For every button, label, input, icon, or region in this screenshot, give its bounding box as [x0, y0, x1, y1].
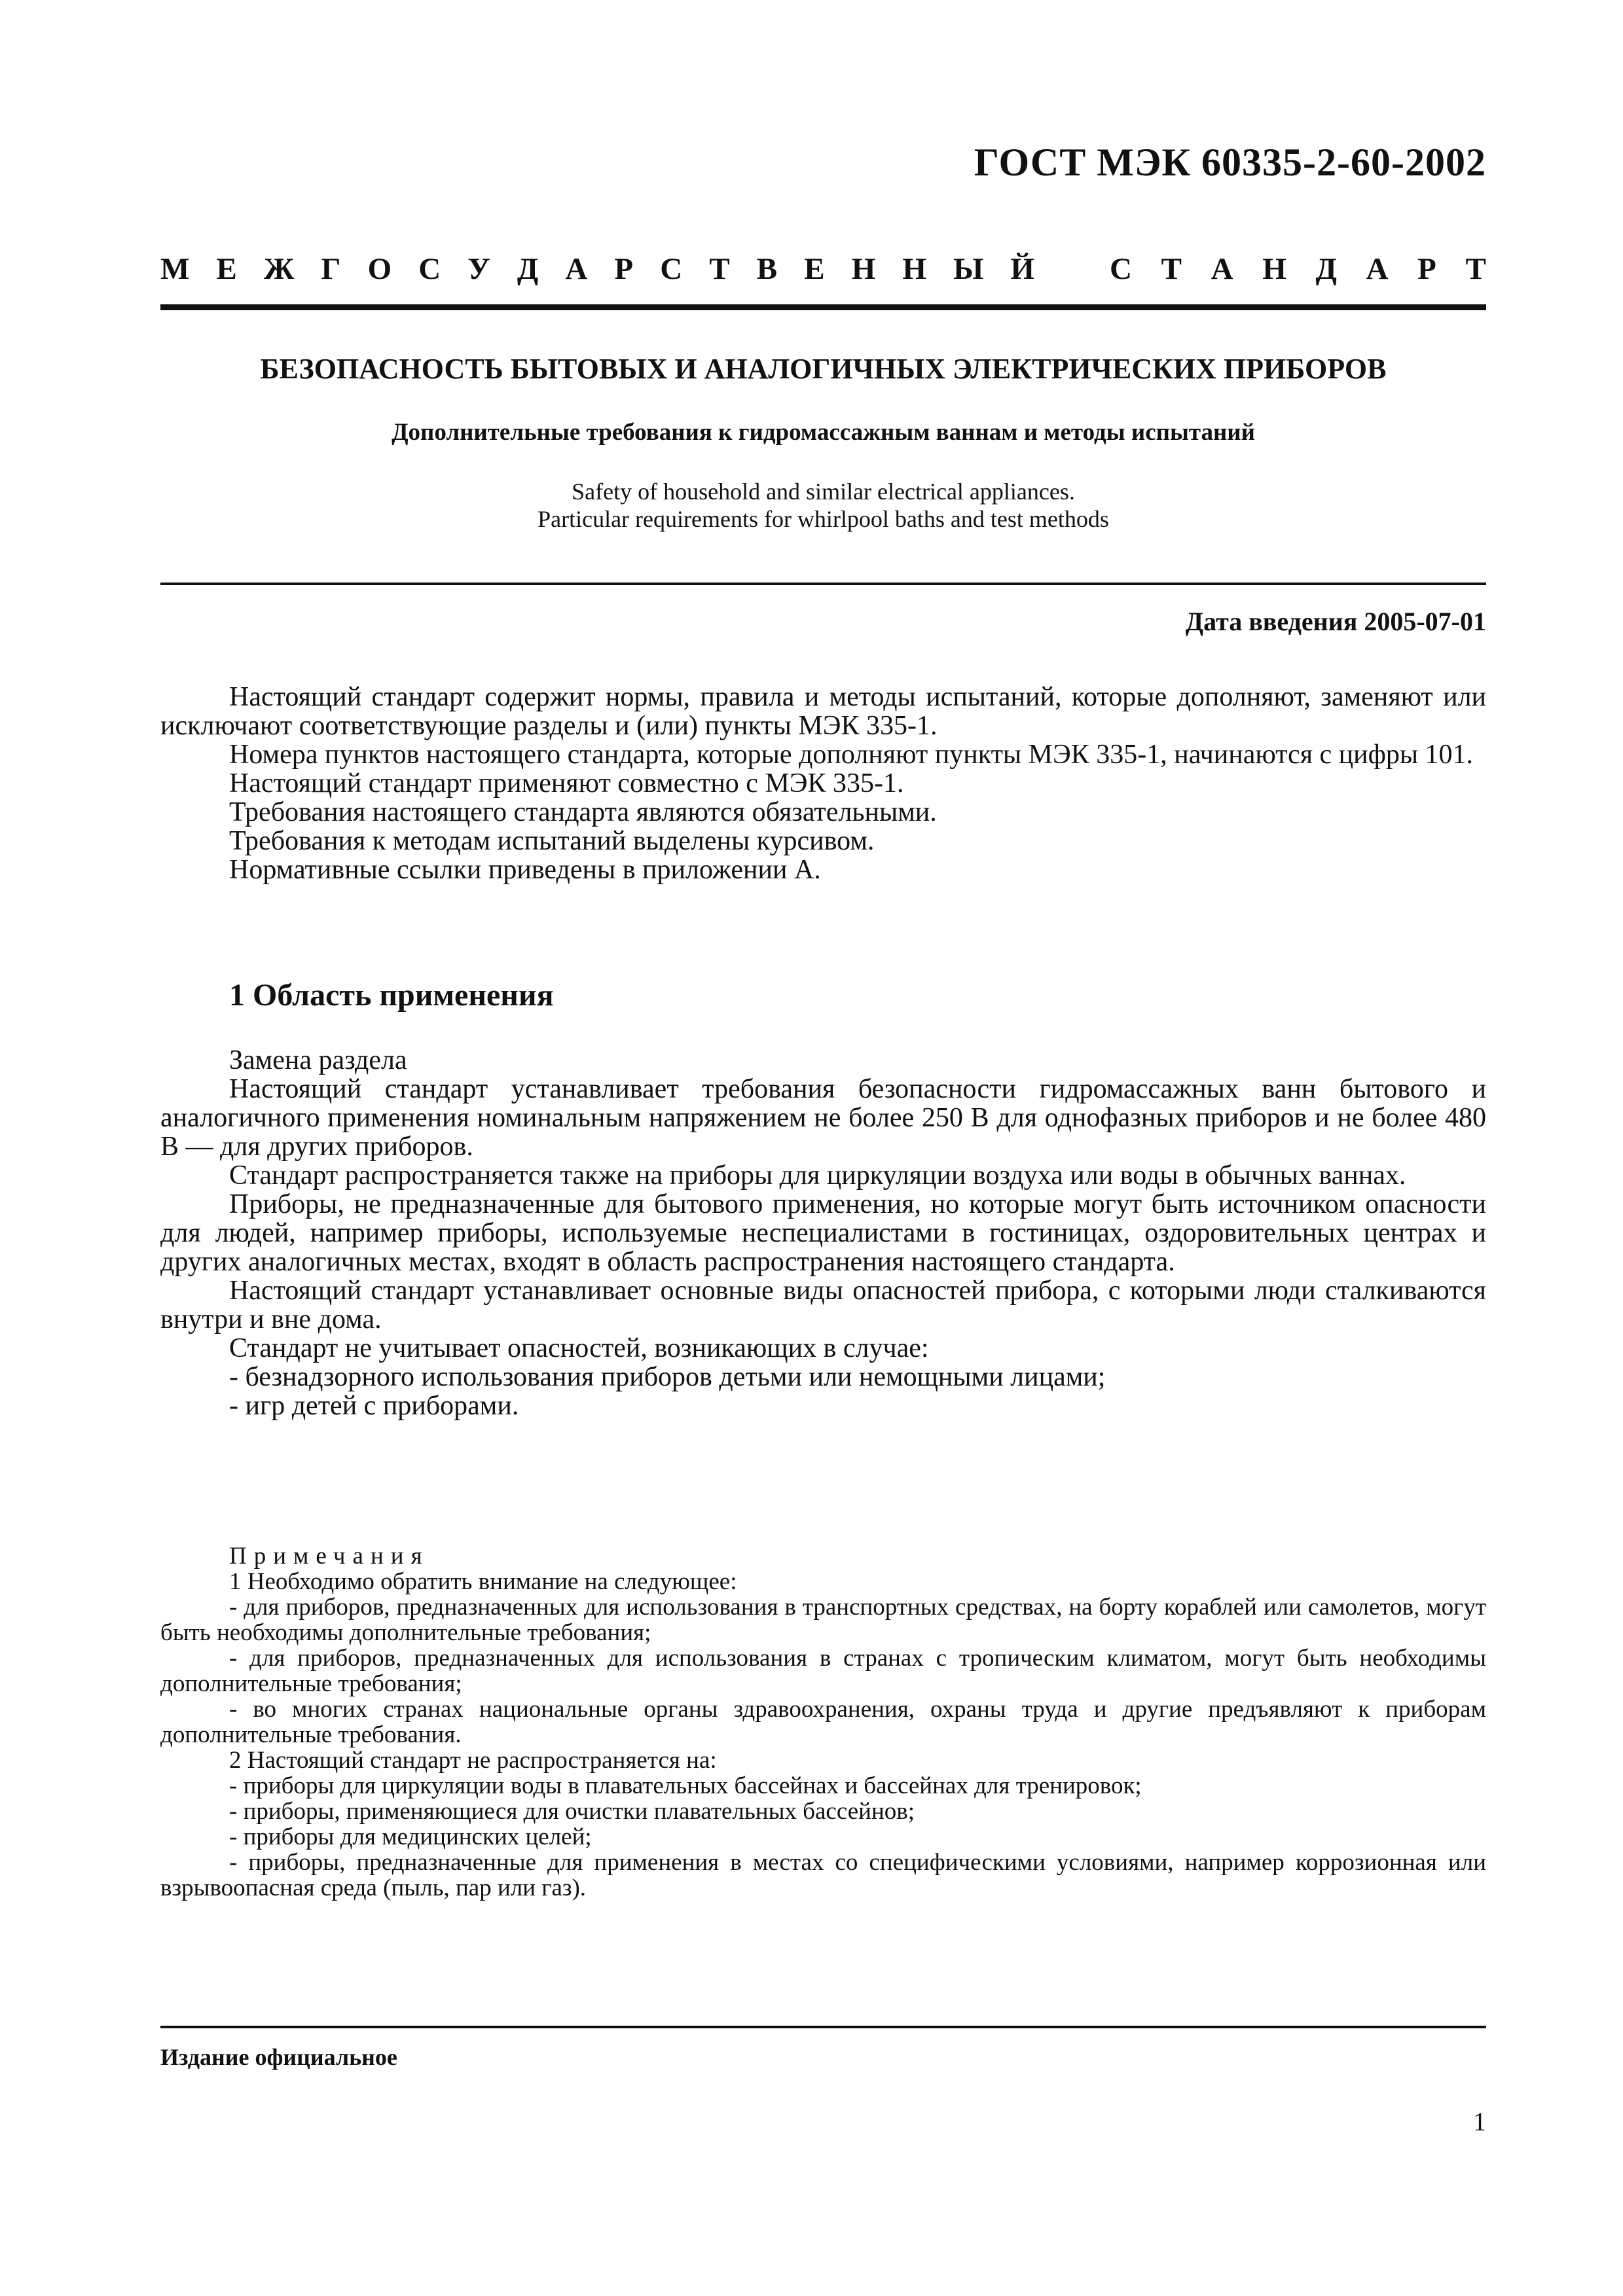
letter: А — [1366, 252, 1389, 286]
note-item: - приборы для циркуляции воды в плавательных бассейнах и бассейнах для тренировок; — [229, 1772, 1142, 1799]
letter: А — [565, 252, 588, 286]
intro-paragraph: Настоящий стандарт содержит нормы, правила и методы испытаний, которые дополняют, заменяют или исключают соответствующие разделы и (или) пункты МЭК 335-1. — [160, 682, 1486, 741]
letter: Н — [902, 252, 926, 286]
note-item: - приборы, применяющиеся для очистки плавательных бассейнов; — [229, 1798, 915, 1825]
letter: Т — [1465, 252, 1486, 286]
notes-label: Примечания — [229, 1543, 429, 1570]
section-1-body — [160, 1046, 1486, 1420]
note-item: - для приборов, предназначенных для использования в транспортных средствах, на борту кораблей или самолетов, могут быть необходимы дополнительные требования; — [160, 1594, 1486, 1646]
section-paragraph: Стандарт не учитывает опасностей, возникающих в случае: — [229, 1333, 929, 1363]
footer-rule — [160, 2026, 1486, 2028]
page-number: 1 — [1473, 2107, 1486, 2136]
section-paragraph: Приборы, не предназначенные для бытового применения, но которые могут быть источником опасности для людей, например приборы, используемые неспециалистами в гостиницах, оздоровительных центрах и других аналогичных местах, входят в область распространения настоящего стандарта. — [160, 1189, 1486, 1277]
document-title: БЕЗОПАСНОСТЬ БЫТОВЫХ И АНАЛОГИЧНЫХ ЭЛЕКТРИЧЕСКИХ ПРИБОРОВ — [260, 353, 1387, 385]
letter: Е — [216, 252, 237, 286]
letter: Е — [804, 252, 825, 286]
section-paragraph: Замена раздела — [229, 1045, 407, 1075]
letter: Г — [321, 252, 341, 286]
section-paragraph: Настоящий стандарт устанавливает основные виды опасностей прибора, с которыми люди сталкиваются внутри и вне дома. — [160, 1276, 1486, 1335]
standard-type — [160, 254, 1486, 285]
intro-paragraph: Настоящий стандарт применяют совместно с МЭК 335-1. — [229, 768, 904, 798]
standard-type-word-interstate — [160, 254, 1034, 285]
section-list-item: - безнадзорного использования приборов детьми или немощными лицами; — [229, 1362, 1106, 1392]
effective-date: Дата введения 2005-07-01 — [1185, 607, 1486, 636]
letter: Т — [709, 252, 730, 286]
intro-paragraph: Номера пунктов настоящего стандарта, которые дополняют пункты МЭК 335-1, начинаются с цифры 101. — [229, 740, 1474, 770]
english-title-line-1: Safety of household and similar electrical appliances. — [572, 478, 1075, 505]
note-item: 2 Настоящий стандарт не распространяется на: — [229, 1747, 717, 1774]
section-heading: 1 Область применения — [229, 978, 554, 1013]
letter: Т — [1161, 252, 1182, 286]
letter: Р — [614, 252, 634, 286]
intro-paragraph: Нормативные ссылки приведены в приложении А. — [229, 855, 821, 885]
letter: Н — [1262, 252, 1286, 286]
intro-block — [160, 683, 1486, 884]
letter: Р — [1417, 252, 1436, 286]
section-paragraph: Стандарт распространяется также на приборы для циркуляции воздуха или воды в обычных ваннах. — [229, 1160, 1406, 1191]
standard-number: ГОСТ МЭК 60335-2-60-2002 — [974, 141, 1486, 184]
letter: Й — [1010, 252, 1034, 286]
note-item: - приборы, предназначенные для применения в местах со специфическими условиями, например коррозионная или взрывоопасная среда (пыль, пар или газ). — [160, 1849, 1486, 1901]
letter: Н — [851, 252, 876, 286]
notes-block — [160, 1543, 1486, 1901]
note-item: - во многих странах национальные органы здравоохранения, охраны труда и другие предъявляют к приборам дополнительные требования. — [160, 1696, 1486, 1748]
note-item: 1 Необходимо обратить внимание на следующее: — [229, 1568, 737, 1595]
section-list-item: - игр детей с приборами. — [229, 1391, 519, 1421]
letter: С — [1110, 252, 1132, 286]
letter: О — [367, 252, 392, 286]
intro-paragraph: Требования к методам испытаний выделены курсивом. — [229, 826, 875, 856]
letter: А — [1211, 252, 1233, 286]
letter: В — [756, 252, 778, 286]
letter: Ж — [263, 252, 295, 286]
document-subtitle: Дополнительные требования к гидромассажным ваннам и методы испытаний — [392, 419, 1255, 446]
letter: Д — [517, 252, 539, 286]
letter: С — [660, 252, 683, 286]
english-title-line-2: Particular requirements for whirlpool baths and test methods — [538, 506, 1109, 532]
edition-label: Издание официальное — [160, 2044, 397, 2070]
section-paragraph: Настоящий стандарт устанавливает требования безопасности гидромассажных ванн бытового и аналогичного применения номинальным напряжением не более 250 В для однофазных приборов и не более 480 В — для других приборов. — [160, 1074, 1486, 1162]
intro-paragraph: Требования настоящего стандарта являются обязательными. — [229, 797, 937, 827]
header-rule — [160, 304, 1486, 310]
note-item: - для приборов, предназначенных для использования в странах с тропическим климатом, могут быть необходимы дополнительные требования; — [160, 1645, 1486, 1697]
letter: Ы — [953, 252, 984, 286]
letter: Д — [1315, 252, 1337, 286]
note-item: - приборы для медицинских целей; — [229, 1823, 592, 1850]
letter: С — [418, 252, 441, 286]
title-rule — [160, 583, 1486, 585]
standard-type-word-standard — [1110, 254, 1486, 285]
letter: У — [467, 252, 490, 286]
letter: М — [160, 252, 190, 286]
